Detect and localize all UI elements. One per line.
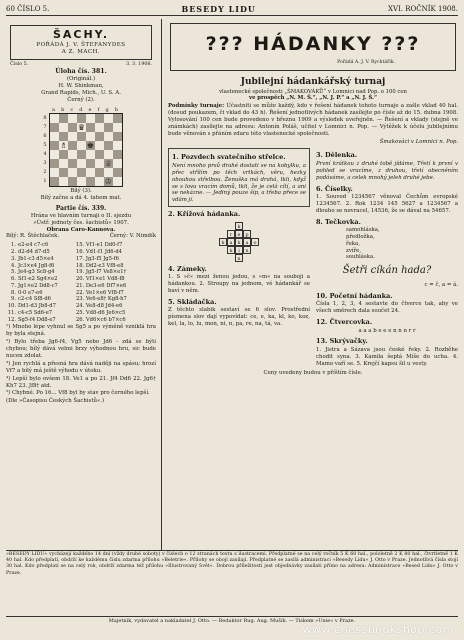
problem-white: Bílý (3). — [70, 188, 92, 195]
move-b: 24. Ve8-d8 Jd4-e6 — [76, 303, 123, 310]
game-notes — [6, 324, 156, 405]
game-opening: Obrana Caro-Kannova. — [46, 226, 116, 233]
tourney-title: Jubilejní hádankářský turnaj — [240, 77, 386, 87]
move-w: Jb1-c3 d5×e4 — [18, 255, 54, 262]
move-w: e2-e4 c7-c6 — [18, 242, 49, 249]
board-square — [104, 114, 113, 123]
move-b: 23. Ve6-e8† Kg8-h7 — [76, 296, 127, 303]
puzzle-1-text: Není mnoho prsů drahé dostati se na kobylku, a přec střílím po těch vrtkách, věru, hezky obouhou střelbou. Ženuška má drahá, tkli, když se s lovu vracím domů, tkli, že je celá cítí, a ani se nekázne. — Jediný pouze šíp, a třeba přece se vdám jí. — [172, 162, 306, 204]
tecky-word: zvíře, — [346, 247, 362, 254]
move-b: 26. Vd6×c6 b7×c6 — [76, 316, 126, 323]
crossword-cell — [219, 246, 227, 254]
footer-rule — [6, 550, 458, 551]
tourney-subtitle-1: vlastenecké společnosti „ŠMAKOVÁKŮ“ v Lomnici nad Pop. o 100 cen — [219, 88, 407, 95]
move-n: 9. — [11, 296, 16, 303]
chess-column — [6, 19, 156, 552]
tourney-subtitle-2: ve prospěch „N. M. Š.“, „N. J. P.“ a „N. J. Š.“ — [249, 95, 377, 102]
move-b: 25. Vd8-d6 Je6×c5 — [76, 309, 126, 316]
crossword-cell — [251, 222, 259, 230]
game-intro-1: Hrána ve hlavním turnaji o II. sjezdu — [30, 212, 132, 219]
move-w: Jg1×e2 Dd8-c7 — [18, 282, 58, 289]
board-square — [59, 123, 68, 132]
game-note: ⁴) Lepší bylo ovšem 18. Ve1 a po 21. Jf4 Dd6 22. Jg6† Kh7 23. Jf8† atd. — [6, 375, 156, 389]
board-square — [113, 141, 122, 150]
game-note: ³) Jen rychlá a přesná hra dává naději na spásu; hrozí Vf7 a bílý má ještě výhodu v útoku. — [6, 360, 156, 374]
watermark: www.chessbookshop.com — [302, 623, 454, 636]
move-n: 6. — [11, 276, 16, 283]
prizes-note: Ceny uvedeny budou v příštím čísle. — [263, 370, 363, 377]
move-row — [6, 290, 156, 297]
white-player: Bílý: R. Štěchlaček. — [6, 233, 60, 240]
move-n: 12. — [7, 316, 16, 323]
board-square — [50, 168, 59, 177]
board-file-label: h — [114, 106, 118, 113]
board-ranks — [41, 114, 49, 186]
board-square — [104, 150, 113, 159]
puzzle-3-title: 3. Dělenka. — [316, 151, 358, 160]
board-square — [95, 150, 104, 159]
puzzle-2-title: 2. Křížová hádanka. — [168, 210, 241, 219]
board-rank-label: 1 — [43, 178, 47, 185]
crossword-cell — [227, 254, 235, 262]
board-square — [113, 114, 122, 123]
move-w: 0-0 e7-e6 — [18, 289, 43, 296]
board-file-label: f — [97, 106, 100, 113]
board-square — [113, 132, 122, 141]
board-rank-label: 2 — [43, 169, 47, 176]
move-n: 10. — [7, 303, 16, 310]
chess-subtitle-2: A Z. MACH. — [61, 49, 101, 56]
header-issue: 60 ČÍSLO 5. — [6, 5, 50, 13]
crossword-cell: k — [235, 238, 243, 246]
chess-piece-square: ♕ — [104, 159, 113, 169]
move-w: Dd1-d3 Jb8-d7 — [18, 303, 56, 310]
board-square — [50, 159, 59, 168]
puzzle-12-title: 12. Čtvercovka. — [316, 318, 373, 327]
board-square — [68, 141, 77, 150]
board-square — [95, 141, 104, 150]
puzzle-10-title: 10. Početní hádanka. — [316, 292, 393, 301]
move-b: 21. De3-e6 Df7×e6 — [76, 282, 127, 289]
move-row — [6, 317, 156, 324]
board-square — [68, 159, 77, 168]
crossword-cell: k — [219, 238, 227, 246]
board-square — [113, 150, 122, 159]
move-w: Sg5-f4 Dd8-e7 — [18, 316, 56, 323]
problem-title: Úloha čís. 381. — [55, 68, 107, 76]
board-square — [95, 177, 104, 186]
crossword-cell — [243, 222, 251, 230]
puzzle-9-formula: c = č, a = á. — [424, 282, 458, 289]
board-file-label: a — [52, 106, 56, 113]
board-square — [104, 123, 113, 132]
puzzles-right — [316, 148, 458, 368]
board-square — [95, 132, 104, 141]
board-rank-label: 3 — [43, 160, 47, 167]
board-square — [50, 123, 59, 132]
problem-place: Grand Rapids, Mich., U. S. A. — [41, 90, 121, 97]
move-n: 2. — [11, 249, 16, 256]
game-title: Partie čís. 339. — [55, 205, 107, 213]
conditions-title: Podmínky turnaje: — [168, 103, 225, 110]
game-note: ⁵) Chybné. Po 16... Vf8 byl by stav pro černého lepší. — [6, 390, 150, 397]
board-file-label: e — [88, 106, 92, 113]
board-square — [86, 177, 95, 186]
puzzle-4-text: 1. S »č« mezi ženou jedou, s »m« na souboji a hádankou. 2. Stroupy na jednom, vé hádankář se baví v něm. — [168, 273, 310, 294]
crossword-cell: n — [235, 254, 243, 262]
crossword-cell — [243, 254, 251, 262]
puzzles-column — [168, 19, 458, 552]
puzzles-heading-box — [170, 23, 456, 71]
move-b: 19. Jg5-f7 Ve8×e1† — [76, 269, 127, 276]
board-square — [86, 159, 95, 168]
board-square — [104, 141, 113, 150]
crossword-cell — [251, 254, 259, 262]
crossword-cell: i — [235, 246, 243, 254]
board-square — [59, 177, 68, 186]
board-square — [59, 159, 68, 168]
footer-text: »BESEDY LIDU« vycházejí každého 14 dní (vždy druhé soboty) v číslech o 12 stranách textu s ilustracemi. Předplatné se na celý ročník 5 K 60 hal., pololetně 2 K 80 hal., čtvrtletně 1 K 40 hal. Kdo předplatí, obdrží ke každému číslu zdarma přílohu »Beletrie«. Přílohy se obojí zasílají. Předplatné se zasílá administraci »Besedy Lidu« J. Otto v Praze. Jednotlivá čísla stojí 30 hal. Kdo předplatí se na celý rok, obdrží zdarma též přílohu »Illustrovaný Svět«. Dobrou příležitostí jest objednávky zasílati přímo na adresu: Administrace »Besed Lidu« J. Otto v Praze. — [6, 552, 458, 576]
puzzles-two-columns — [168, 148, 458, 368]
move-row — [6, 263, 156, 270]
board-square — [113, 159, 122, 168]
crossword-cell — [219, 230, 227, 238]
problem-task: Bílý začne a dá 4. tahem mat. — [40, 195, 122, 202]
crossword-cell: e — [235, 230, 243, 238]
board-square — [68, 132, 77, 141]
move-w: Jc3×e4 Jg8-f6 — [18, 262, 55, 269]
board-square — [50, 141, 59, 150]
board-square — [77, 114, 86, 123]
board-square — [77, 159, 86, 168]
puzzle-13-title: 13. Skrývačky. — [316, 337, 368, 346]
chess-title: ŠACHY. — [52, 28, 110, 41]
chess-piece-square: ♚ — [86, 141, 95, 151]
chess-subtitle-1: POŘÁDÁ J. V. ŠTEFANYDES — [36, 42, 126, 49]
move-n: 7. — [11, 282, 16, 289]
move-n: 3. — [11, 255, 16, 262]
game-note: (Dle »Časopisu Českých Šachistů«.) — [6, 398, 105, 405]
puzzle-1-title: 1. Pozvdech svatečního střelce. — [172, 153, 286, 162]
board-square — [113, 123, 122, 132]
board-square — [50, 150, 59, 159]
puzzle-10-text: Čísla 1, 2, 3, 4 sestavte do čtverce tak, aby ve všech směrech dala součet 24. — [316, 301, 458, 315]
chess-piece-square: ♔ — [104, 177, 113, 187]
move-w: d2-d4 d7-d5 — [18, 249, 50, 256]
chess-piece-square: ♗ — [59, 141, 68, 151]
move-n: 5. — [11, 269, 16, 276]
crossword-cell: r — [227, 230, 235, 238]
move-row — [6, 283, 156, 290]
board-square — [86, 150, 95, 159]
tecky-word: předložka, — [346, 233, 375, 240]
board-square — [77, 132, 86, 141]
board-rank-label: 7 — [43, 124, 47, 131]
board-square — [77, 177, 86, 186]
puzzle-8-words — [316, 227, 458, 262]
game-moves — [6, 242, 156, 323]
board-rank-label: 4 — [43, 151, 47, 158]
board-square — [104, 168, 113, 177]
move-row — [6, 276, 156, 283]
move-b: 15. Vf1-e1 Dd0-f7 — [76, 242, 123, 249]
move-n: 1. — [11, 242, 16, 249]
problem-black: Černý (2). — [67, 96, 95, 103]
move-w: c4-c5 Sd6-e7 — [18, 309, 53, 316]
board-square — [86, 168, 95, 177]
crossword-cell — [251, 246, 259, 254]
chess-board — [41, 107, 121, 187]
board-square — [68, 123, 77, 132]
move-b: 22. Ve1×e6 Vf8-f7 — [76, 289, 124, 296]
board-square — [77, 168, 86, 177]
move-row — [6, 249, 156, 256]
board-square — [113, 168, 122, 177]
board-grid — [49, 113, 123, 187]
board-square — [113, 177, 122, 186]
problem-author: H. W. Shinkman, — [58, 83, 104, 90]
move-n: 11. — [7, 309, 16, 316]
board-square — [77, 141, 86, 150]
board-file-label: d — [79, 106, 83, 113]
tecky-word: řeka, — [346, 240, 360, 247]
crossword-cell — [251, 230, 259, 238]
board-rank-label: 6 — [43, 133, 47, 140]
move-row — [6, 256, 156, 263]
imprint: Majetník, vydavatel a nakladatel J. Otto. — Redaktor Rug. Aug. Mušík. — Tiskem »Unie« v Praze. — [6, 616, 458, 624]
tecky-word: samohláska, — [346, 226, 380, 233]
puzzle-12-letters: a a a b e e e n n n r r — [358, 327, 416, 334]
black-player: Černý: V. Nimdík — [109, 233, 156, 240]
puzzle-5-title: 5. Skládačka. — [168, 297, 217, 306]
move-row — [6, 310, 156, 317]
board-square — [95, 114, 104, 123]
move-b: 17. Jg3-f5 Jg5-f6 — [76, 255, 119, 262]
crossword-cell: a — [227, 238, 235, 246]
board-square — [59, 168, 68, 177]
tecky-word: souhláska. — [346, 254, 375, 261]
move-b: 20. Vf1×e1 Vd8-f8 — [76, 276, 125, 283]
move-row — [6, 269, 156, 276]
board-rank-label: 8 — [43, 115, 47, 122]
board-square — [68, 177, 77, 186]
crossword-cell: n — [243, 246, 251, 254]
board-square — [86, 114, 95, 123]
game-note: ¹) Mnoho lépe vyhnul se Sg5 a po výměně vzniklá hra by byla stejná. — [6, 324, 156, 338]
crossword-cell: a — [243, 238, 251, 246]
puzzle-9-hint: Šetři cíkán hada? — [342, 265, 432, 277]
crossword-cell — [219, 222, 227, 230]
puzzles-left — [168, 148, 310, 368]
chess-meta-date: 3. 3. 1908. — [126, 62, 152, 68]
puzzles-title: ??? HÁDANKY ??? — [205, 33, 421, 55]
board-rank-label: 5 — [43, 142, 47, 149]
board-file-label: g — [105, 106, 109, 113]
board-square — [50, 114, 59, 123]
move-b: 16. Vd1-f1 Jd6-d4 — [76, 249, 122, 256]
board-square — [59, 132, 68, 141]
game-players — [6, 233, 156, 240]
chess-meta-issue: Číslo 5. — [10, 62, 29, 68]
page-header — [6, 3, 458, 16]
puzzle-6-text: 1. Souvod 1234567 věnoval Čechům evropské 1234567. 2. Rok 1234 145 5627 a 1234567 a dlouho se nevracel, 14536, že se dával na 54657. — [316, 193, 458, 214]
board-file-label: b — [61, 106, 65, 113]
crossword-cell — [227, 222, 235, 230]
board-square — [59, 114, 68, 123]
crossword-grid — [219, 222, 259, 262]
move-n: 4. — [11, 262, 16, 269]
move-row — [6, 303, 156, 310]
conditions-text: Účastniti se může každý, kdo v řešení hádanek tohoto turnaje a zašle vklad 40 hal. (dosud poukazem, či vklad do 43 h). Řešení jednotlivých hádanek zasílejte po čísle až do 15. dubna 1908. Vylosování 100 cen bude provedeno v březnu 1909 a výsledek uveřejněn. — Řešení a vklady (stejně ve známkách) zasílejte na adresu: Antonín Poláš, učitel v Lomnici n. Pop. — Výtěžek k účelu jubilejnímu bude věnován s přáním zdaru této vlastenecké společnosti. — [168, 103, 458, 137]
board-square — [50, 132, 59, 141]
column-divider — [161, 19, 162, 550]
move-w: c2-c4 Sf8-d6 — [18, 296, 51, 303]
puzzle-5-text: Z těchto slabik sestaví se 6 slov. Prostřední písmena slov dají vypovídat: ce, e, ka, kl, ko, koz, kel, la, lo, lu, mon, ni, n, pa, re, na, tá, va. — [168, 306, 310, 327]
crossword-cell: p — [243, 230, 251, 238]
move-w: Je4-g3 Sc8-g4 — [18, 269, 55, 276]
board-square — [68, 150, 77, 159]
board-square — [86, 132, 95, 141]
board-square — [59, 150, 68, 159]
header-title: BESEDY LIDU — [181, 4, 256, 14]
tourney-conditions — [168, 103, 458, 138]
puzzle-1 — [168, 148, 310, 207]
puzzle-8-title: 8. Tečkovka. — [316, 217, 361, 226]
header-volume: XVI. ROČNÍK 1908. — [387, 5, 458, 13]
move-b: 18. Dd2-e3 Vf8-e8 — [76, 262, 124, 269]
crossword-cell: o — [251, 238, 259, 246]
problem-original: (Originál.) — [66, 76, 96, 83]
board-square — [95, 168, 104, 177]
crossword-cell: k — [235, 222, 243, 230]
puzzle-3-text: První krátkou z druhé tobě jídáme, Třetí k první v pohled se vracíme, z druhou, třetí obecněním podáváme, a celek mnohý jeleh druhé jebe. — [316, 160, 458, 181]
puzzles-subtitle: Pořádá A. J. V. Rychtářík. — [337, 60, 395, 66]
board-square — [95, 123, 104, 132]
game-note: ²) Bylo třeba Jg6-f4, Vg5 nebo Jd6 - zdá se býti chybou; bílý dává velmi brzy výhodnou hru, sic bude nucen zdolat. — [6, 339, 156, 359]
game-intro-2: »Ústř. jednoty čes. šachistů« 1907. — [33, 219, 129, 226]
board-square — [95, 159, 104, 168]
board-square — [86, 123, 95, 132]
crossword-cell: k — [227, 246, 235, 254]
puzzle-4-title: 4. Zámeky. — [168, 264, 207, 273]
crossword-cell — [219, 254, 227, 262]
conditions-signature: Šmakováci v Lomnici n. Pop. — [379, 138, 458, 145]
board-square — [50, 177, 59, 186]
puzzle-6-title: 6. Číselky. — [316, 184, 353, 193]
move-row — [6, 242, 156, 249]
move-w: Sf1-e2 Sg4×e2 — [18, 276, 58, 283]
puzzle-13-text: 1. Jistra a Sázava jsou české řeky. 2. Rozběhe chodit syna. 3. Kamila šeptá Míše do ucha. 4. Mamo vaří se. 5. Krejčí kapsu šil u vesty. — [316, 346, 458, 367]
chess-heading-box — [10, 25, 152, 60]
board-square — [68, 168, 77, 177]
board-file-label: c — [70, 106, 74, 113]
move-row — [6, 296, 156, 303]
board-square — [68, 114, 77, 123]
board-square — [104, 132, 113, 141]
chess-piece-square: ♛ — [77, 123, 86, 133]
move-n: 8. — [11, 289, 16, 296]
board-square — [77, 150, 86, 159]
